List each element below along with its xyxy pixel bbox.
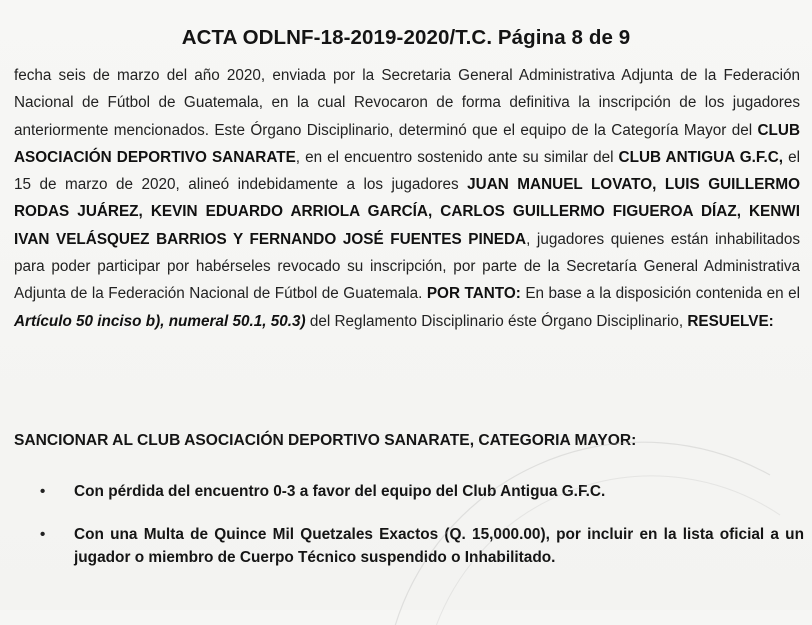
- list-item: [40, 480, 804, 503]
- resolution-heading: SANCIONAR AL CLUB ASOCIACIÓN DEPORTIVO SANARATE, CATEGORIA MAYOR:: [14, 432, 637, 449]
- resuelve-label: RESUELVE:: [687, 312, 774, 330]
- body-paragraph: [14, 62, 800, 335]
- bullet-icon: •: [40, 483, 46, 500]
- bullet-icon: •: [40, 526, 46, 543]
- body-text-segment: , en el encuentro sostenido ante su similar del: [295, 148, 619, 166]
- body-text-segment: En base a la disposición contenida en el: [520, 285, 800, 303]
- player-names: JUAN MANUEL LOVATO, LUIS GUILLERMO RODAS JUÁREZ, KEVIN EDUARDO ARRIOLA GARCÍA, CARLOS GUILLERMO FIGUEROA DÍAZ, KENWI IVAN VELÁSQUEZ BARRIOS Y FERNANDO JOSÉ FUENTES PINEDA: [14, 176, 800, 248]
- club-name-antigua: CLUB ANTIGUA G.F.C,: [618, 148, 784, 166]
- por-tanto-label: POR TANTO:: [426, 285, 521, 303]
- body-text-segment: fecha seis de marzo del año 2020, enviada por la Secretaria General Administrativa Adjunta de la Federación Nacional de Fútbol de Guatemala, en la cual Revocaron de forma definitiva la inscripción de los jugadores anteriormente mencionados. Este Órgano Disciplinario, determinó que el equipo de la Categoría Mayor del: [14, 67, 800, 139]
- document-header: ACTA ODLNF-18-2019-2020/T.C. Página 8 de 9: [181, 26, 631, 49]
- sanction-text: Con una Multa de Quince Mil Quetzales Exactos (Q. 15,000.00), por incluir en la lista oficial a un jugador o miembro de Cuerpo Técnico suspendido o Inhabilitado.: [74, 526, 804, 566]
- body-text-segment: , jugadores quienes están inhabilitados para poder participar por habérseles revocado su inscripción, por parte de la Secretaría General Administrativa Adjunta de la Federación Nacional de Fútbol de Guatemala.: [14, 230, 800, 303]
- list-item: [40, 523, 804, 569]
- body-text-segment: el 15 de marzo de 2020, alineó indebidamente a los jugadores: [14, 148, 801, 194]
- club-name-sanarate: CLUB ASOCIACIÓN DEPORTIVO SANARATE: [14, 121, 800, 166]
- article-reference: Artículo 50 inciso b), numeral 50.1, 50.3): [14, 312, 306, 330]
- sanction-text: Con pérdida del encuentro 0-3 a favor del equipo del Club Antigua G.F.C.: [74, 483, 606, 500]
- sanction-list: [40, 480, 804, 569]
- body-text-segment: del Reglamento Disciplinario éste Órgano Disciplinario,: [305, 312, 688, 330]
